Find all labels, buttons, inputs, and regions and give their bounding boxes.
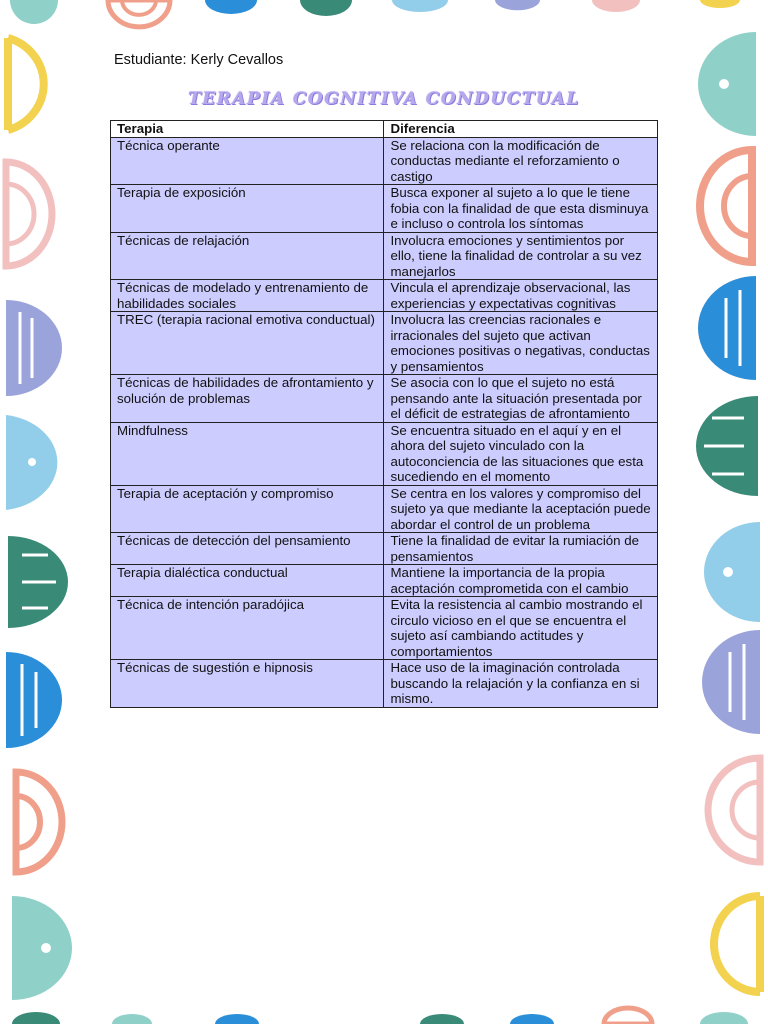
top-arc-mint: [10, 0, 58, 24]
difference-cell: Se asocia con lo que el sujeto no está pensando ante la situación presentada por el déficit de estrategias de afrontamiento: [384, 375, 658, 423]
table-row: [111, 565, 658, 597]
bottom-arc-mint: [112, 1014, 152, 1024]
table-row: [111, 660, 658, 708]
difference-cell: Vincula el aprendizaje observacional, las experiencias y expectativas cognitivas: [384, 280, 658, 312]
table-header-row: [111, 121, 658, 138]
left-d-yellow: [8, 38, 44, 130]
table-row: [111, 485, 658, 533]
student-name: Estudiante: Kerly Cevallos: [114, 52, 284, 68]
difference-cell: Evita la resistencia al cambio mostrando el circulo vicioso en el que se encuentra el sujeto así cambiando actitudes y comportamientos: [384, 597, 658, 660]
difference-cell: Hace uso de la imaginación controlada buscando la relajación y la confianza en si mismo.: [384, 660, 658, 708]
table-row: [111, 232, 658, 280]
therapy-cell: Terapia de exposición: [111, 185, 384, 233]
table-row: [111, 533, 658, 565]
table-row: [111, 137, 658, 185]
bottom-arc-blue2: [510, 1014, 554, 1024]
difference-cell: Busca exponer al sujeto a lo que le tiene fobia con la finalidad de que esta disminuya e incluso o controla los síntomas: [384, 185, 658, 233]
therapy-cell: Técnicas de relajación: [111, 232, 384, 280]
bottom-arc-teal: [12, 1012, 60, 1024]
top-arc-blue: [205, 0, 257, 14]
difference-cell: Tiene la finalidad de evitar la rumiación de pensamientos: [384, 533, 658, 565]
bottom-arc-coral: [604, 1008, 652, 1024]
therapy-cell: Técnicas de habilidades de afrontamiento y solución de problemas: [111, 375, 384, 423]
difference-cell: Mantiene la importancia de la propia aceptación comprometida con el cambio: [384, 565, 658, 597]
table-row: [111, 375, 658, 423]
therapy-cell: Técnicas de detección del pensamiento: [111, 533, 384, 565]
table-row: [111, 280, 658, 312]
bottom-arc-teal2: [420, 1014, 464, 1024]
therapy-cell: Técnica operante: [111, 137, 384, 185]
top-arc-yellow: [700, 0, 740, 8]
therapy-cell: Terapia dialéctica conductual: [111, 565, 384, 597]
difference-cell: Involucra las creencias racionales e irracionales del sujeto que activan emociones positivas o negativas, conductas y pensamientos: [384, 312, 658, 375]
therapy-cell: TREC (terapia racional emotiva conductual): [111, 312, 384, 375]
top-arc-lavender: [495, 0, 540, 10]
table-row: [111, 185, 658, 233]
therapy-cell: Mindfulness: [111, 422, 384, 485]
top-arc-sky: [392, 0, 448, 12]
table-row: [111, 312, 658, 375]
difference-cell: Se encuentra situado en el aquí y en el ahora del sujeto vinculado con la autoconciencia de las situaciones que esta sucediendo en el momento: [384, 422, 658, 485]
therapy-cell: Técnica de intención paradójica: [111, 597, 384, 660]
left-d-pink: [6, 162, 52, 266]
difference-cell: Involucra emociones y sentimientos por ello, tiene la finalidad de controlar a su vez manejarlos: [384, 232, 658, 280]
therapy-cell: Técnicas de modelado y entrenamiento de habilidades sociales: [111, 280, 384, 312]
therapy-cell: Técnicas de sugestión e hipnosis: [111, 660, 384, 708]
bottom-arc-blue: [215, 1014, 259, 1024]
left-d-lavender: [6, 300, 62, 396]
difference-cell: Se relaciona con la modificación de conductas mediante el reforzamiento o castigo: [384, 137, 658, 185]
left-d-blue: [6, 652, 62, 748]
difference-cell: Se centra en los valores y compromiso del sujeto ya que mediante la aceptación puede abordar el control de un problema: [384, 485, 658, 533]
therapy-cell: Terapia de aceptación y compromiso: [111, 485, 384, 533]
header-therapy: Terapia: [111, 121, 384, 138]
top-arc-pink: [592, 0, 640, 12]
therapy-table: [110, 120, 658, 708]
table-row: [111, 597, 658, 660]
header-difference: Diferencia: [384, 121, 658, 138]
bottom-arc-mint2: [700, 1012, 748, 1024]
top-arc-teal: [300, 0, 352, 16]
table-row: [111, 422, 658, 485]
right-d-yellow: [714, 896, 760, 992]
page-title: TERAPIA COGNITIVA CONDUCTUAL: [188, 89, 580, 109]
